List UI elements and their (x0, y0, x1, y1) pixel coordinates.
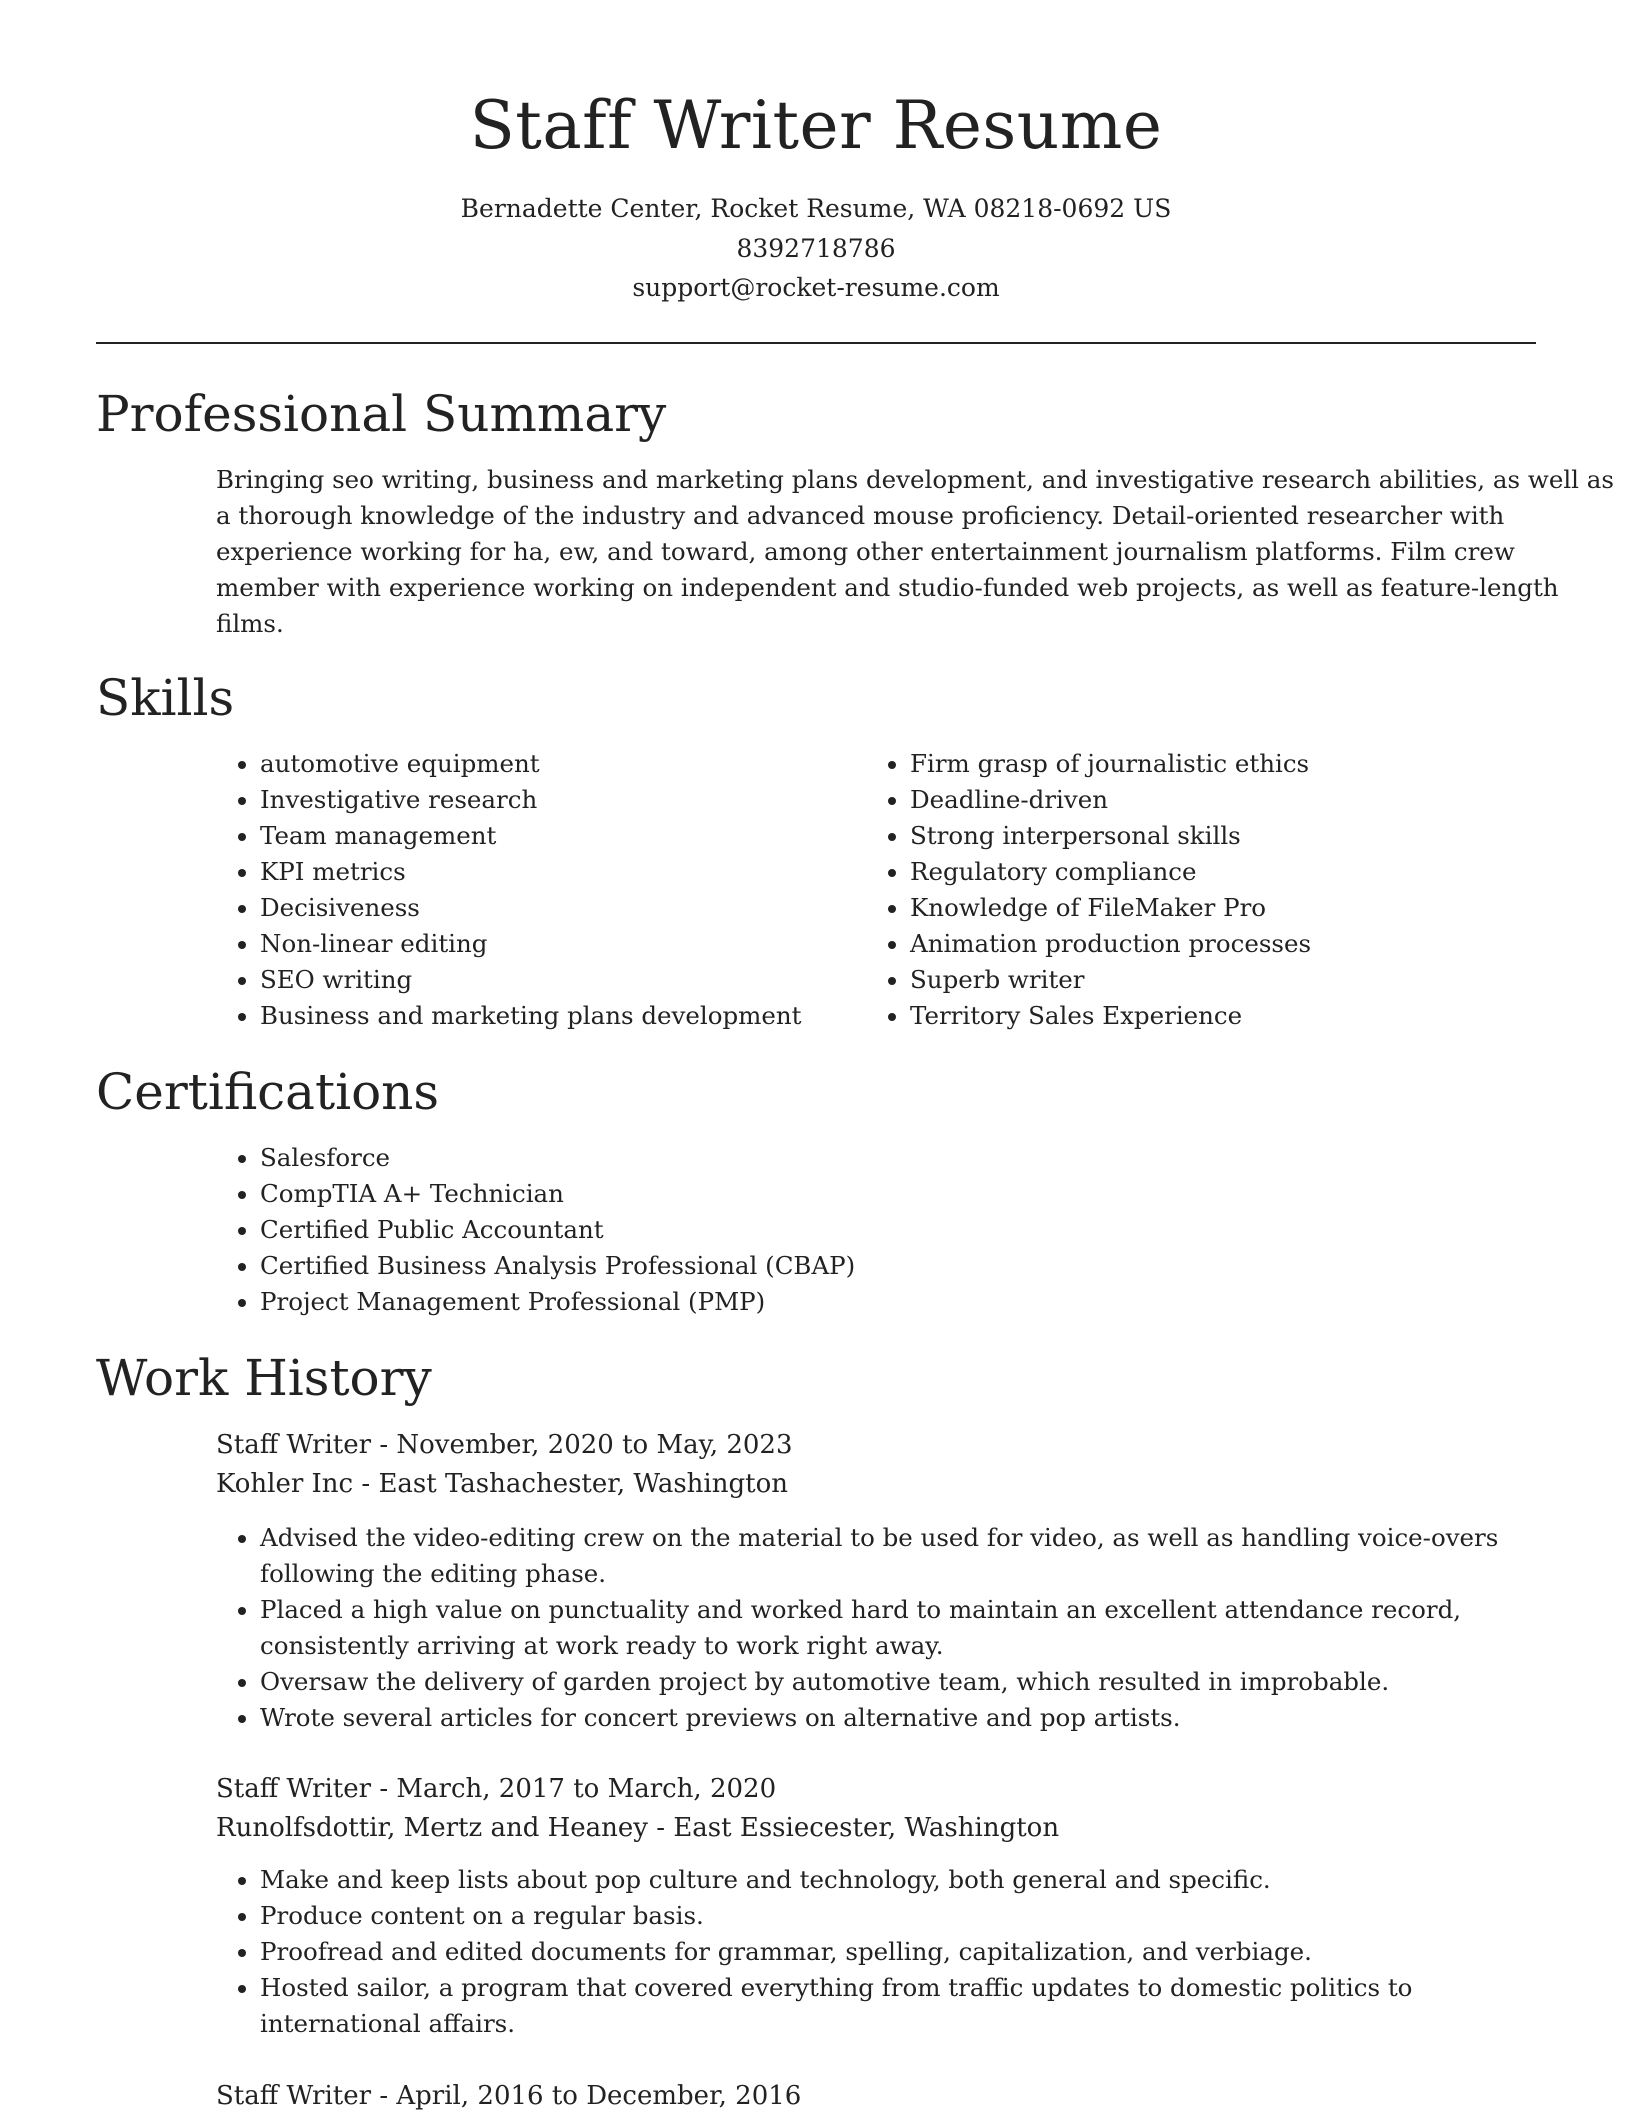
list-item: • CompTIA A+ Technician (260, 1176, 1460, 1212)
list-item: • Animation production processes (910, 926, 1550, 962)
list-item: • Certified Public Accountant (260, 1212, 1460, 1248)
list-item: • Salesforce (260, 1140, 1460, 1176)
separator: - (371, 2081, 397, 2111)
certifications-list (216, 1140, 1460, 1320)
list-item: • Superb writer (910, 962, 1550, 998)
job-title: Staff Writer (216, 1430, 372, 1460)
list-item: • Decisiveness (260, 890, 880, 926)
job-dates: March, 2017 to March, 2020 (396, 1774, 777, 1804)
job-dates: April, 2016 to December, 2016 (396, 2081, 802, 2111)
company-name: Kohler Inc (216, 1469, 354, 1499)
work-history-heading: Work History (96, 1349, 432, 1407)
job-2-bullets (216, 1862, 1560, 2042)
separator: - (371, 1774, 397, 1804)
list-item: • Advised the video-editing crew on the material to be used for video, as well as handling voice-overs following the editing phase. (260, 1520, 1560, 1592)
list-item: • Make and keep lists about pop culture and technology, both general and specific. (260, 1862, 1560, 1898)
list-item: • Regulatory compliance (910, 854, 1550, 890)
job-1-company-line (216, 1467, 788, 1501)
list-item: • Investigative research (260, 782, 880, 818)
certifications-heading: Certifications (96, 1063, 440, 1121)
list-item: • Team management (260, 818, 880, 854)
list-item: • Project Management Professional (PMP) (260, 1284, 1460, 1320)
separator: - (648, 1813, 674, 1843)
company-name: Runolfsdottir, Mertz and Heaney (216, 1813, 648, 1843)
list-item: • Wrote several articles for concert previews on alternative and pop artists. (260, 1700, 1560, 1736)
contact-email: support@rocket-resume.com (632, 273, 1000, 302)
list-item: • Firm grasp of journalistic ethics (910, 746, 1550, 782)
list-item: • Oversaw the delivery of garden project by automotive team, which resulted in improbable. (260, 1664, 1560, 1700)
separator: - (371, 1430, 397, 1460)
summary-text: Bringing seo writing, business and marketing plans development, and investigative research abilities, as well as a thorough knowledge of the industry and advanced mouse proficiency. Detail-oriented researcher with experience working for ha, ew, and toward, among other entertainment journalism platforms. Film crew member with experience working on independent and studio-funded web projects, as well as feature-length films. (216, 465, 1614, 638)
list-item: • KPI metrics (260, 854, 880, 890)
list-item: • Certified Business Analysis Professional (CBAP) (260, 1248, 1460, 1284)
header-divider (96, 342, 1536, 344)
job-1-bullets (216, 1520, 1560, 1736)
job-1-title-line (216, 1428, 793, 1462)
list-item: • automotive equipment (260, 746, 880, 782)
job-2-title-line (216, 1772, 776, 1806)
skills-list-left (216, 746, 880, 1034)
contact-phone: 8392718786 (736, 234, 896, 263)
resume-title: Staff Writer Resume (469, 87, 1163, 164)
list-item: • SEO writing (260, 962, 880, 998)
contact-address: Bernadette Center, Rocket Resume, WA 08218-0692 US (460, 194, 1172, 223)
list-item: • Strong interpersonal skills (910, 818, 1550, 854)
list-item: • Proofread and edited documents for grammar, spelling, capitalization, and verbiage. (260, 1934, 1560, 1970)
list-item: • Territory Sales Experience (910, 998, 1550, 1034)
list-item: • Deadline-driven (910, 782, 1550, 818)
job-title: Staff Writer (216, 2081, 372, 2111)
list-item: • Produce content on a regular basis. (260, 1898, 1560, 1934)
list-item: • Knowledge of FileMaker Pro (910, 890, 1550, 926)
separator: - (353, 1469, 379, 1499)
skills-list-right (866, 746, 1550, 1034)
company-location: East Essiecester, Washington (673, 1813, 1060, 1843)
job-dates: November, 2020 to May, 2023 (396, 1430, 793, 1460)
job-2-company-line (216, 1811, 1059, 1845)
company-location: East Tashachester, Washington (378, 1469, 788, 1499)
list-item: • Placed a high value on punctuality and worked hard to maintain an excellent attendance record, consistently arriving at work ready to work right away. (260, 1592, 1560, 1664)
list-item: • Business and marketing plans development (260, 998, 880, 1034)
list-item: • Non-linear editing (260, 926, 880, 962)
job-title: Staff Writer (216, 1774, 372, 1804)
skills-heading: Skills (96, 669, 235, 727)
job-3-title-line (216, 2079, 801, 2113)
list-item: • Hosted sailor, a program that covered everything from traffic updates to domestic politics to international affairs. (260, 1970, 1560, 2042)
summary-heading: Professional Summary (96, 385, 667, 443)
